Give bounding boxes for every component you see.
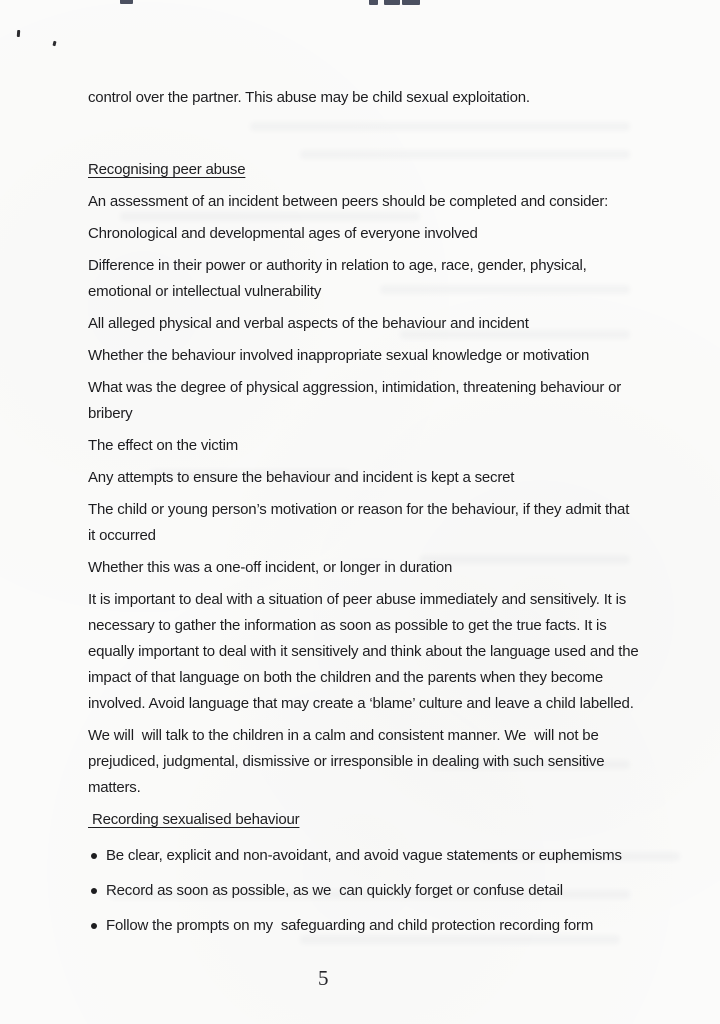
bullet-text: Be clear, explicit and non-avoidant, and avoid vague statements or euphemisms xyxy=(106,847,622,864)
lead-paragraph: control over the partner. This abuse may be child sexual exploitation. xyxy=(88,89,530,106)
consideration-item: Any attempts to ensure the behaviour and incident is kept a secret xyxy=(88,469,515,486)
consideration-item: Difference in their power or authority in relation to age, race, gender, physical, emotional or intellectual vulnerability xyxy=(88,257,591,300)
importance-paragraph: It is important to deal with a situation of peer abuse immediately and sensitively. It is necessary to gather the information as soon as possible to get the true facts. It is equally important to deal with it sensitively and think about the language used and the impact of that language on both the children and the parents when they become involved. Avoid language that may create a ‘blame’ culture and leave a child labelled. xyxy=(88,591,643,712)
manner-paragraph: We will will talk to the children in a calm and consistent manner. We will not be prejudiced, judgmental, dismissive or irresponsible in dealing with such sensitive matters. xyxy=(88,727,609,796)
document-body xyxy=(88,85,643,948)
consideration-item: The effect on the victim xyxy=(88,437,238,454)
consideration-item: The child or young person’s motivation or reason for the behaviour, if they admit that it occurred xyxy=(88,501,634,544)
scan-edge-artifact xyxy=(402,0,420,5)
section-heading-recognising-peer-abuse: Recognising peer abuse xyxy=(88,161,246,178)
section-heading-recording-sexualised-behaviour: Recording sexualised behaviour xyxy=(88,811,300,828)
consideration-item: All alleged physical and verbal aspects of the behaviour and incident xyxy=(88,315,529,332)
scan-edge-artifact xyxy=(120,0,133,4)
scan-speck-artifact xyxy=(17,30,20,37)
bullet-dot-icon xyxy=(91,923,97,929)
bullet-text: Record as soon as possible, as we can quickly forget or confuse detail xyxy=(106,882,563,899)
bullet-dot-icon xyxy=(91,888,97,894)
page-number: 5 xyxy=(318,966,329,990)
bullet-dot-icon xyxy=(91,853,97,859)
bullet-text: Follow the prompts on my safeguarding and child protection recording form xyxy=(106,917,594,934)
bullet-list-item xyxy=(88,913,640,939)
scan-edge-artifact xyxy=(384,0,400,5)
scan-speck-artifact xyxy=(52,41,56,47)
consideration-item: Chronological and developmental ages of everyone involved xyxy=(88,225,478,242)
scan-edge-artifact xyxy=(369,0,378,5)
bullet-list-item xyxy=(88,843,640,869)
bullet-list-item xyxy=(88,878,640,904)
consideration-item: What was the degree of physical aggression, intimidation, threatening behaviour or bribery xyxy=(88,379,626,422)
assessment-intro-paragraph: An assessment of an incident between peers should be completed and consider: xyxy=(88,193,609,210)
consideration-item: Whether this was a one-off incident, or longer in duration xyxy=(88,559,453,576)
consideration-item: Whether the behaviour involved inappropriate sexual knowledge or motivation xyxy=(88,347,590,364)
